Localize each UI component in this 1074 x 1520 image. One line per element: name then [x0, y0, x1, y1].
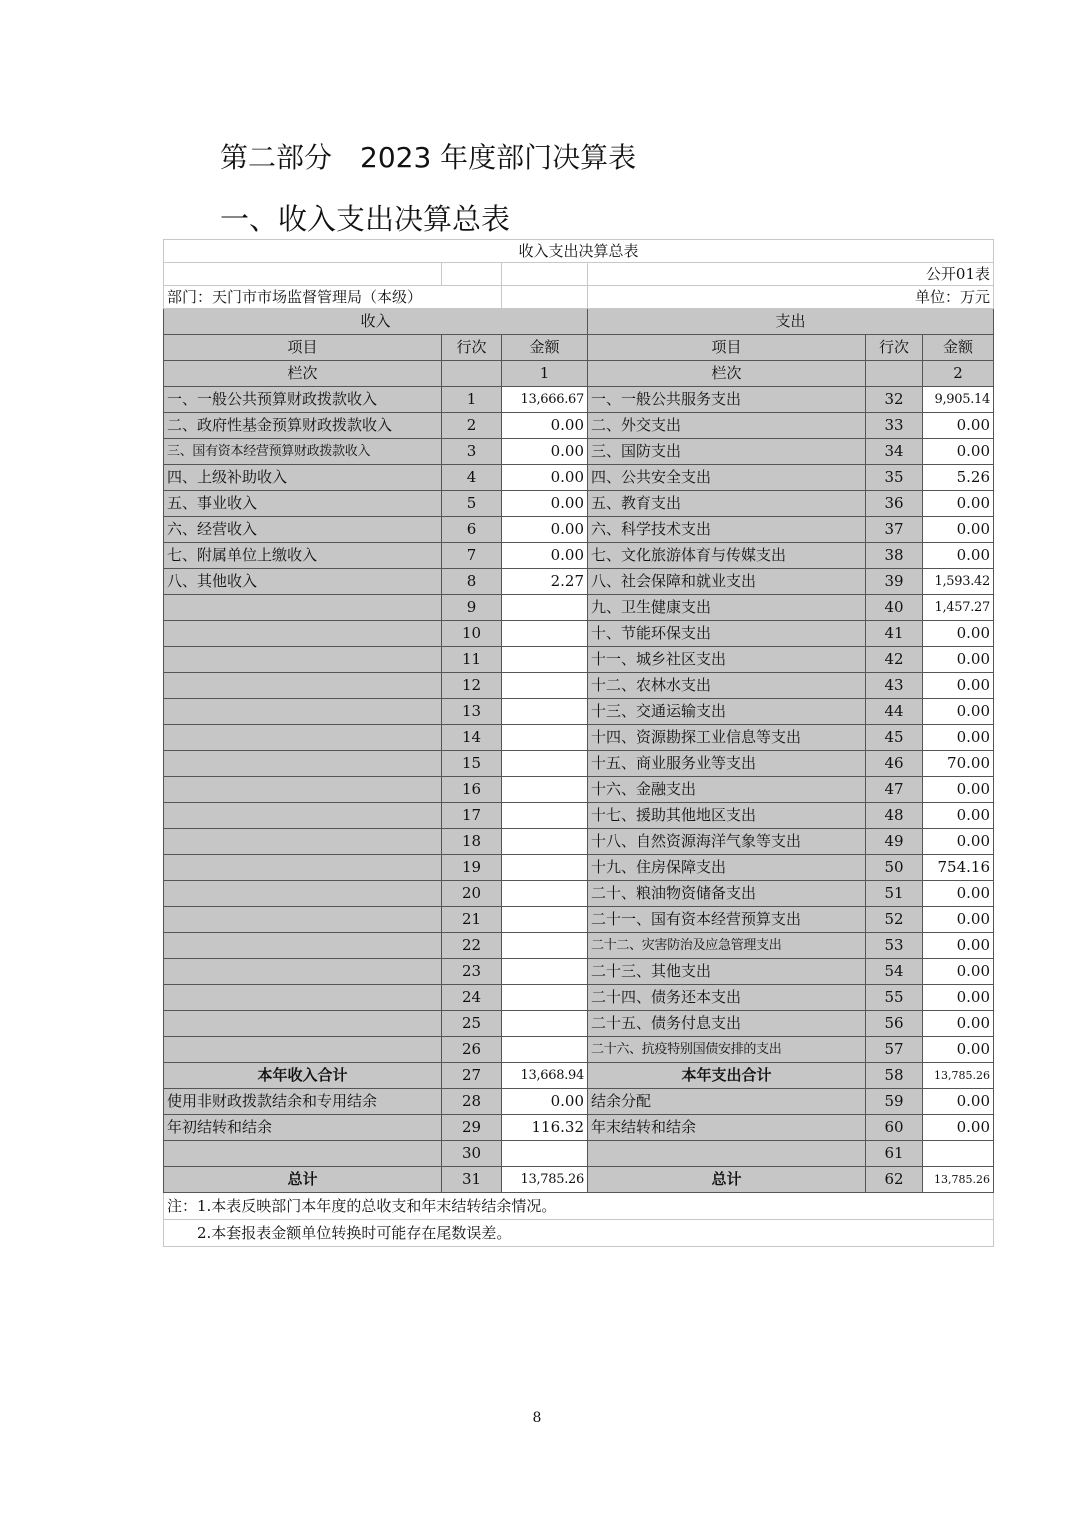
expense-row-number: 55 [866, 985, 923, 1011]
expense-amount: 0.00 [923, 933, 994, 959]
table-row [164, 673, 994, 699]
income-item: 五、事业收入 [164, 491, 442, 517]
expense-item-header: 项目 [588, 335, 866, 361]
income-amount [502, 725, 588, 751]
table-row [164, 465, 994, 491]
table-row [164, 387, 994, 413]
expense-row-number: 37 [866, 517, 923, 543]
expense-amount: 1,593.42 [923, 569, 994, 595]
income-row-number: 16 [442, 777, 502, 803]
expense-item: 二十六、抗疫特别国债安排的支出 [588, 1037, 866, 1063]
table-row [164, 1011, 994, 1037]
expense-amount: 0.00 [923, 777, 994, 803]
expense-amount: 13,785.26 [923, 1167, 994, 1193]
table-row [164, 543, 994, 569]
income-item [164, 751, 442, 777]
expense-amount: 0.00 [923, 1011, 994, 1037]
expense-row-number: 47 [866, 777, 923, 803]
table-row [164, 1089, 994, 1115]
table-row [164, 439, 994, 465]
income-amount [502, 1037, 588, 1063]
income-amount [502, 933, 588, 959]
income-row-number: 23 [442, 959, 502, 985]
expense-item: 九、卫生健康支出 [588, 595, 866, 621]
expense-amount: 0.00 [923, 1115, 994, 1141]
income-row-number: 6 [442, 517, 502, 543]
expense-item: 十九、住房保障支出 [588, 855, 866, 881]
expense-row-number: 50 [866, 855, 923, 881]
income-amount [502, 751, 588, 777]
income-amount: 0.00 [502, 1089, 588, 1115]
income-amount: 13,668.94 [502, 1063, 588, 1089]
part-title: 第二部分 2023 年度部门决算表 [220, 141, 637, 174]
expense-row-number: 59 [866, 1089, 923, 1115]
income-item [164, 829, 442, 855]
table-row [164, 803, 994, 829]
expense-item: 三、国防支出 [588, 439, 866, 465]
expense-row-number: 32 [866, 387, 923, 413]
expense-row-header: 行次 [866, 335, 923, 361]
expense-amount: 9,905.14 [923, 387, 994, 413]
expense-item: 二十三、其他支出 [588, 959, 866, 985]
expense-item [588, 1141, 866, 1167]
expense-row-number: 41 [866, 621, 923, 647]
expense-amount: 0.00 [923, 621, 994, 647]
expense-row-number: 38 [866, 543, 923, 569]
expense-row-number: 45 [866, 725, 923, 751]
income-amount [502, 881, 588, 907]
expense-column-number: 2 [923, 361, 994, 387]
income-amount: 0.00 [502, 439, 588, 465]
income-amount: 0.00 [502, 543, 588, 569]
expense-row-number: 42 [866, 647, 923, 673]
table-row [164, 907, 994, 933]
expense-item: 总计 [588, 1167, 866, 1193]
income-amount [502, 803, 588, 829]
expense-row-number: 43 [866, 673, 923, 699]
expense-item: 八、社会保障和就业支出 [588, 569, 866, 595]
expense-lanci-empty [866, 361, 923, 387]
table-row [164, 569, 994, 595]
income-item: 年初结转和结余 [164, 1115, 442, 1141]
income-item [164, 907, 442, 933]
income-item: 四、上级补助收入 [164, 465, 442, 491]
expense-row-number: 44 [866, 699, 923, 725]
income-amount [502, 699, 588, 725]
expense-item: 十八、自然资源海洋气象等支出 [588, 829, 866, 855]
table-row [164, 985, 994, 1011]
income-amount [502, 1141, 588, 1167]
table-row [164, 699, 994, 725]
income-row-number: 20 [442, 881, 502, 907]
expense-row-number: 52 [866, 907, 923, 933]
expense-row-number: 54 [866, 959, 923, 985]
department-label: 部门：天门市市场监督管理局（本级） [164, 286, 502, 309]
income-item [164, 725, 442, 751]
table-row [164, 1115, 994, 1141]
expense-amount: 0.00 [923, 699, 994, 725]
income-amount: 0.00 [502, 491, 588, 517]
expense-row-number: 53 [866, 933, 923, 959]
income-item [164, 855, 442, 881]
expense-amount: 754.16 [923, 855, 994, 881]
expense-row-number: 35 [866, 465, 923, 491]
income-item: 三、国有资本经营预算财政拨款收入 [164, 439, 442, 465]
income-item [164, 1011, 442, 1037]
table-row [164, 855, 994, 881]
income-row-number: 17 [442, 803, 502, 829]
table-row [164, 595, 994, 621]
expense-row-number: 48 [866, 803, 923, 829]
expense-row-number: 57 [866, 1037, 923, 1063]
income-amount [502, 907, 588, 933]
expense-item: 十一、城乡社区支出 [588, 647, 866, 673]
page-number: 8 [532, 1410, 542, 1426]
expense-amount: 0.00 [923, 543, 994, 569]
income-item [164, 803, 442, 829]
income-item: 二、政府性基金预算财政拨款收入 [164, 413, 442, 439]
income-row-number: 4 [442, 465, 502, 491]
income-amount: 13,785.26 [502, 1167, 588, 1193]
income-amount [502, 985, 588, 1011]
expense-header: 支出 [588, 309, 994, 335]
income-amount [502, 621, 588, 647]
income-row-number: 24 [442, 985, 502, 1011]
expense-row-number: 34 [866, 439, 923, 465]
income-amount: 116.32 [502, 1115, 588, 1141]
table-row [164, 1141, 994, 1167]
income-item-header: 项目 [164, 335, 442, 361]
income-row-number: 11 [442, 647, 502, 673]
income-item: 八、其他收入 [164, 569, 442, 595]
expense-amount: 1,457.27 [923, 595, 994, 621]
expense-item: 五、教育支出 [588, 491, 866, 517]
expense-amount: 0.00 [923, 725, 994, 751]
income-row-number: 25 [442, 1011, 502, 1037]
income-item: 一、一般公共预算财政拨款收入 [164, 387, 442, 413]
expense-amount: 70.00 [923, 751, 994, 777]
expense-item: 十三、交通运输支出 [588, 699, 866, 725]
income-amount [502, 595, 588, 621]
income-row-number: 26 [442, 1037, 502, 1063]
income-column-number: 1 [502, 361, 588, 387]
income-amount: 0.00 [502, 413, 588, 439]
expense-item: 十二、农林水支出 [588, 673, 866, 699]
income-row-number: 9 [442, 595, 502, 621]
income-item: 总计 [164, 1167, 442, 1193]
income-item: 七、附属单位上缴收入 [164, 543, 442, 569]
expense-item: 七、文化旅游体育与传媒支出 [588, 543, 866, 569]
expense-amount: 0.00 [923, 491, 994, 517]
income-row-number: 1 [442, 387, 502, 413]
income-item [164, 1037, 442, 1063]
expense-amount: 0.00 [923, 881, 994, 907]
expense-amount: 5.26 [923, 465, 994, 491]
table-row [164, 517, 994, 543]
note-1: 注：1.本表反映部门本年度的总收支和年末结转结余情况。 [164, 1193, 994, 1220]
expense-row-number: 36 [866, 491, 923, 517]
expense-row-number: 40 [866, 595, 923, 621]
table-row [164, 1037, 994, 1063]
income-item [164, 647, 442, 673]
income-item [164, 881, 442, 907]
income-item [164, 959, 442, 985]
income-row-number: 8 [442, 569, 502, 595]
income-row-number: 29 [442, 1115, 502, 1141]
table-row [164, 1063, 994, 1089]
expense-row-number: 39 [866, 569, 923, 595]
income-amount: 0.00 [502, 517, 588, 543]
table-row [164, 725, 994, 751]
expense-amount: 0.00 [923, 907, 994, 933]
expense-item: 年末结转和结余 [588, 1115, 866, 1141]
income-item: 本年收入合计 [164, 1063, 442, 1089]
income-row-number: 7 [442, 543, 502, 569]
table-row [164, 777, 994, 803]
income-item [164, 673, 442, 699]
expense-item: 二、外交支出 [588, 413, 866, 439]
income-header: 收入 [164, 309, 588, 335]
expense-item: 二十五、债务付息支出 [588, 1011, 866, 1037]
expense-item: 四、公共安全支出 [588, 465, 866, 491]
expense-amount: 0.00 [923, 517, 994, 543]
income-item [164, 699, 442, 725]
expense-item: 二十、粮油物资储备支出 [588, 881, 866, 907]
table-row [164, 959, 994, 985]
expense-item: 十五、商业服务业等支出 [588, 751, 866, 777]
income-item [164, 933, 442, 959]
expense-amount: 0.00 [923, 829, 994, 855]
expense-item: 十四、资源勘探工业信息等支出 [588, 725, 866, 751]
unit-label: 单位：万元 [588, 286, 994, 309]
income-row-number: 30 [442, 1141, 502, 1167]
income-amount: 2.27 [502, 569, 588, 595]
income-amount [502, 1011, 588, 1037]
expense-amount: 0.00 [923, 959, 994, 985]
expense-item: 十六、金融支出 [588, 777, 866, 803]
expense-row-number: 60 [866, 1115, 923, 1141]
income-lanci-label: 栏次 [164, 361, 442, 387]
expense-item: 结余分配 [588, 1089, 866, 1115]
expense-lanci-label: 栏次 [588, 361, 866, 387]
income-item: 使用非财政拨款结余和专用结余 [164, 1089, 442, 1115]
expense-item: 二十二、灾害防治及应急管理支出 [588, 933, 866, 959]
income-item [164, 595, 442, 621]
note-2: 2.本套报表金额单位转换时可能存在尾数误差。 [164, 1220, 994, 1247]
income-amount [502, 647, 588, 673]
expense-amount: 0.00 [923, 1037, 994, 1063]
expense-row-number: 51 [866, 881, 923, 907]
section-title: 一、收入支出决算总表 [220, 202, 511, 236]
income-row-number: 15 [442, 751, 502, 777]
income-amount: 0.00 [502, 465, 588, 491]
expense-amount: 0.00 [923, 439, 994, 465]
expense-amount: 0.00 [923, 413, 994, 439]
table-row [164, 933, 994, 959]
expense-item: 本年支出合计 [588, 1063, 866, 1089]
income-row-number: 31 [442, 1167, 502, 1193]
expense-row-number: 56 [866, 1011, 923, 1037]
income-row-number: 22 [442, 933, 502, 959]
expense-item: 二十一、国有资本经营预算支出 [588, 907, 866, 933]
income-row-number: 5 [442, 491, 502, 517]
income-row-header: 行次 [442, 335, 502, 361]
expense-item: 二十四、债务还本支出 [588, 985, 866, 1011]
income-amount [502, 959, 588, 985]
expense-row-number: 49 [866, 829, 923, 855]
income-amount [502, 777, 588, 803]
table-row [164, 751, 994, 777]
income-item [164, 777, 442, 803]
income-row-number: 3 [442, 439, 502, 465]
expense-amount-header: 金额 [923, 335, 994, 361]
income-row-number: 2 [442, 413, 502, 439]
income-amount [502, 673, 588, 699]
income-row-number: 10 [442, 621, 502, 647]
income-amount [502, 855, 588, 881]
expense-amount [923, 1141, 994, 1167]
expense-amount: 0.00 [923, 985, 994, 1011]
expense-amount: 0.00 [923, 803, 994, 829]
income-item [164, 621, 442, 647]
expense-item: 六、科学技术支出 [588, 517, 866, 543]
income-item [164, 1141, 442, 1167]
income-expense-table [163, 239, 994, 1247]
table-row [164, 647, 994, 673]
expense-amount: 0.00 [923, 647, 994, 673]
expense-item: 十、节能环保支出 [588, 621, 866, 647]
expense-row-number: 46 [866, 751, 923, 777]
income-row-number: 27 [442, 1063, 502, 1089]
income-amount-header: 金额 [502, 335, 588, 361]
income-lanci-empty [442, 361, 502, 387]
income-item: 六、经营收入 [164, 517, 442, 543]
income-row-number: 14 [442, 725, 502, 751]
expense-amount: 0.00 [923, 1089, 994, 1115]
income-row-number: 21 [442, 907, 502, 933]
expense-row-number: 61 [866, 1141, 923, 1167]
form-number: 公开01表 [588, 263, 994, 286]
expense-row-number: 58 [866, 1063, 923, 1089]
expense-amount: 0.00 [923, 673, 994, 699]
table-row [164, 413, 994, 439]
table-row [164, 829, 994, 855]
income-row-number: 18 [442, 829, 502, 855]
income-amount: 13,666.67 [502, 387, 588, 413]
table-row [164, 621, 994, 647]
expense-item: 一、一般公共服务支出 [588, 387, 866, 413]
expense-item: 十七、援助其他地区支出 [588, 803, 866, 829]
expense-amount: 13,785.26 [923, 1063, 994, 1089]
income-row-number: 13 [442, 699, 502, 725]
income-item [164, 985, 442, 1011]
expense-row-number: 33 [866, 413, 923, 439]
table-caption: 收入支出决算总表 [164, 240, 994, 263]
income-row-number: 12 [442, 673, 502, 699]
table-row [164, 881, 994, 907]
income-amount [502, 829, 588, 855]
table-row [164, 491, 994, 517]
table-row [164, 1167, 994, 1193]
income-row-number: 19 [442, 855, 502, 881]
income-row-number: 28 [442, 1089, 502, 1115]
expense-row-number: 62 [866, 1167, 923, 1193]
